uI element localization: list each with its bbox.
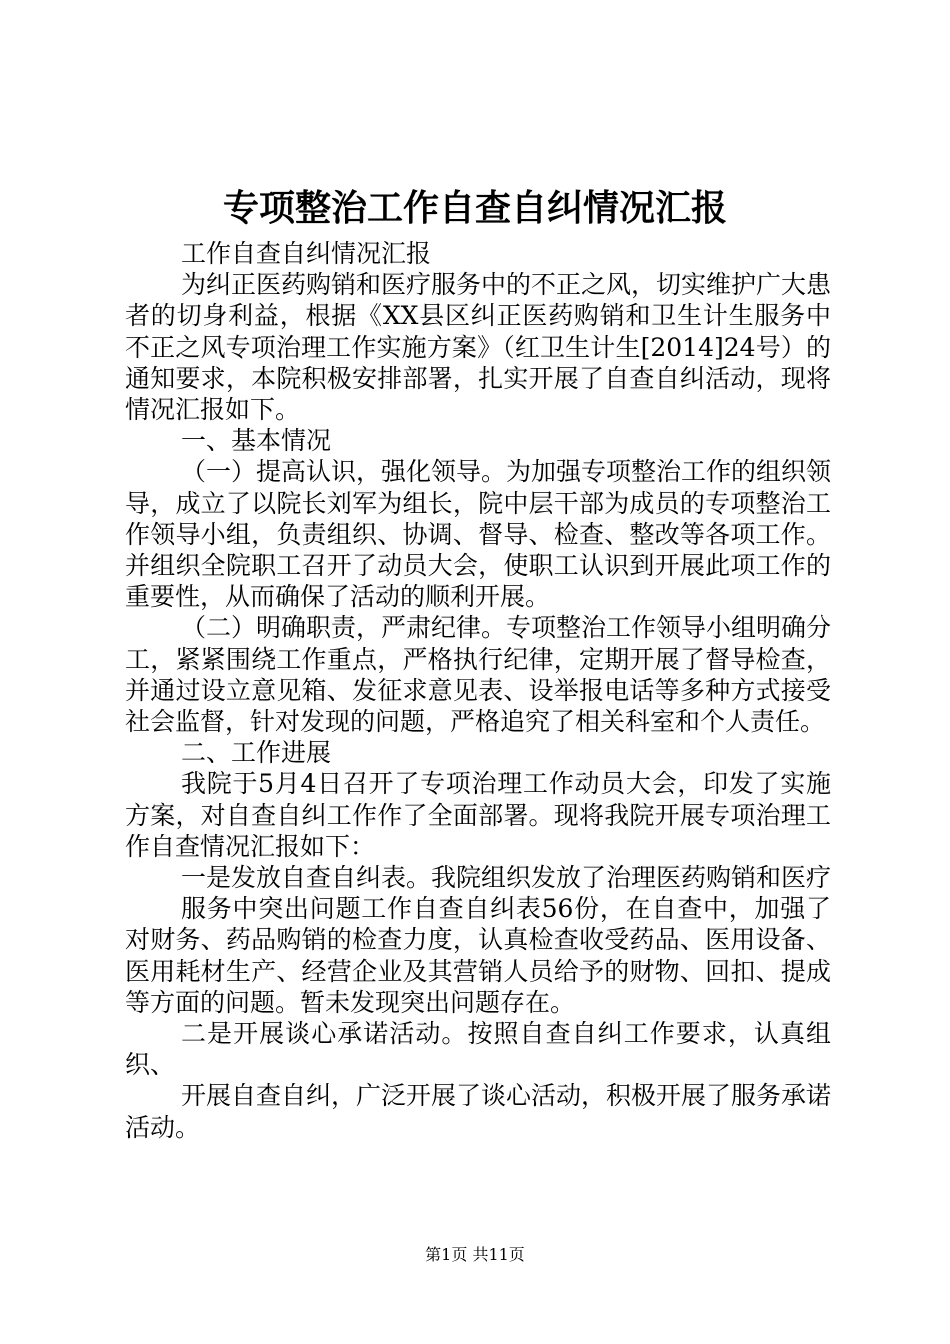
paragraph-self-check-details: 服务中突出问题工作自查自纠表56份，在自查中，加强了对财务、药品购销的检查力度，认真检查收受药品、医用设备、医用耗材生产、经营企业及其营销人员给予的财物、回扣、提成等方面的问题。暂未发现突出问题存在。: [125, 894, 831, 1017]
heading-basic-situation: 一、基本情况: [181, 426, 332, 456]
paragraph-commitment: 开展自查自纠，广泛开展了谈心活动，积极开展了服务承诺活动。: [125, 1081, 832, 1142]
page-number-footer: 第1页 共11页: [425, 1245, 525, 1264]
paragraph-talk-activity: 二是开展谈心承诺活动。按照自查自纠工作要求，认真组织、: [125, 1019, 831, 1080]
paragraph-meeting: 我院于5月4日召开了专项治理工作动员大会，印发了实施方案，对自查自纠工作作了全面部署。现将我院开展专项治理工作自查情况汇报如下：: [125, 769, 831, 861]
page-title: 专项整治工作自查自纠情况汇报: [222, 187, 727, 229]
paragraph-intro: 为纠正医药购销和医疗服务中的不正之风，切实维护广大患者的切身利益，根据《XX县区纠正医药购销和卫生计生服务中不正之风专项治理工作实施方案》（红卫生计生[2014]24号）的通知要求，本院积极安排部署，扎实开展了自查自纠活动，现将情况汇报如下。: [125, 270, 832, 425]
heading-work-progress: 二、工作进展: [181, 738, 332, 768]
paragraph-self-check-form: 一是发放自查自纠表。我院组织发放了治理医药购销和医疗: [181, 863, 832, 893]
paragraph-subtitle: 工作自查自纠情况汇报: [181, 239, 432, 268]
document-body: [125, 238, 831, 1143]
paragraph-leadership: （一）提高认识，强化领导。为加强专项整治工作的组织领导，成立了以院长刘军为组长，院中层干部为成员的专项整治工作领导小组，负责组织、协调、督导、检查、整改等各项工作。并组织全院职工召开了动员大会，使职工认识到开展此项工作的重要性，从而确保了活动的顺利开展。: [125, 457, 832, 612]
paragraph-responsibility: （二）明确职责，严肃纪律。专项整治工作领导小组明确分工，紧紧围绕工作重点，严格执行纪律，定期开展了督导检查，并通过设立意见箱、发征求意见表、设举报电话等多种方式接受社会监督，针对发现的问题，严格追究了相关科室和个人责任。: [125, 613, 832, 737]
